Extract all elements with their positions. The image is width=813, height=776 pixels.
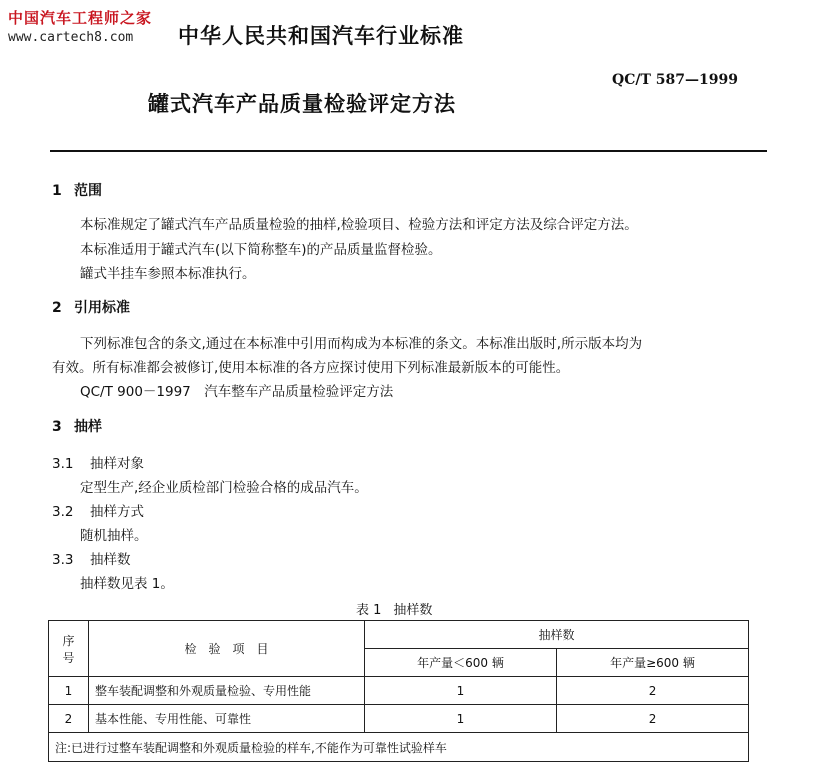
cell-seq: 2: [49, 705, 89, 733]
sampling-table: [48, 620, 749, 762]
section-title: 引用标准: [74, 300, 130, 316]
section-2-reference: QC/T 900－1997 汽车整车产品质量检验评定方法: [80, 384, 394, 400]
watermark-title: 中国汽车工程师之家: [8, 9, 153, 27]
subsection-3-2-text: 随机抽样。: [80, 528, 148, 544]
section-title: 范围: [74, 183, 102, 199]
cell-high: 2: [557, 705, 749, 733]
subsection-3-1-heading: [52, 452, 144, 472]
section-title: 抽样: [74, 419, 102, 435]
cell-low: 1: [365, 705, 557, 733]
cell-item: 基本性能、专用性能、可靠性: [89, 705, 365, 733]
header-item: 检 验 项 目: [89, 621, 365, 677]
table-caption-number: 表 1: [356, 603, 382, 618]
subsection-number: 3.3: [52, 552, 74, 568]
table-row: [49, 677, 749, 705]
section-number: 2: [52, 300, 62, 316]
header-output-low: 年产量＜600 辆: [365, 649, 557, 677]
cell-item: 整车装配调整和外观质量检验、专用性能: [89, 677, 365, 705]
standard-type: 中华人民共和国汽车行业标准: [178, 24, 464, 48]
section-1-para-3: 罐式半挂车参照本标准执行。: [80, 266, 256, 282]
header-divider: [50, 150, 767, 152]
header-seq-line-1: 序: [62, 633, 75, 648]
document-title: 罐式汽车产品质量检验评定方法: [148, 92, 456, 116]
subsection-3-2-heading: [52, 500, 144, 520]
section-number: 1: [52, 183, 62, 199]
subsection-title: 抽样方式: [90, 504, 144, 520]
subsection-3-3-text: 抽样数见表 1。: [80, 576, 174, 592]
watermark-url: www.cartech8.com: [8, 30, 134, 45]
section-1-para-1: 本标准规定了罐式汽车产品质量检验的抽样,检验项目、检验方法和评定方法及综合评定方法。: [80, 217, 638, 233]
subsection-number: 3.2: [52, 504, 74, 520]
cell-low: 1: [365, 677, 557, 705]
standard-code: QC/T 587—1999: [612, 72, 738, 88]
section-2-para-line-2: 有效。所有标准都会被修订,使用本标准的各方应探讨使用下列标准最新版本的可能性。: [52, 360, 570, 376]
subsection-3-1-text: 定型生产,经企业质检部门检验合格的成品汽车。: [80, 480, 368, 496]
section-1-heading: [52, 180, 102, 200]
subsection-number: 3.1: [52, 456, 74, 472]
header-sample-count: 抽样数: [365, 621, 749, 649]
section-2-heading: [52, 297, 130, 317]
section-number: 3: [52, 419, 62, 435]
section-1-para-2: 本标准适用于罐式汽车(以下简称整车)的产品质量监督检验。: [80, 242, 442, 258]
subsection-title: 抽样数: [90, 552, 131, 568]
subsection-title: 抽样对象: [90, 456, 144, 472]
table-caption: [356, 599, 432, 618]
section-3-heading: [52, 416, 102, 436]
table-caption-title: 抽样数: [393, 603, 433, 618]
header-seq: [49, 621, 89, 677]
subsection-3-3-heading: [52, 548, 131, 568]
header-output-high: 年产量≥600 辆: [557, 649, 749, 677]
header-seq-line-2: 号: [62, 650, 75, 665]
section-2-para-line-1: 下列标准包含的条文,通过在本标准中引用而构成为本标准的条文。本标准出版时,所示版本均为: [80, 336, 643, 352]
table-row: [49, 705, 749, 733]
table-note: 注:已进行过整车装配调整和外观质量检验的样车,不能作为可靠性试验样车: [49, 733, 749, 762]
cell-seq: 1: [49, 677, 89, 705]
cell-high: 2: [557, 677, 749, 705]
